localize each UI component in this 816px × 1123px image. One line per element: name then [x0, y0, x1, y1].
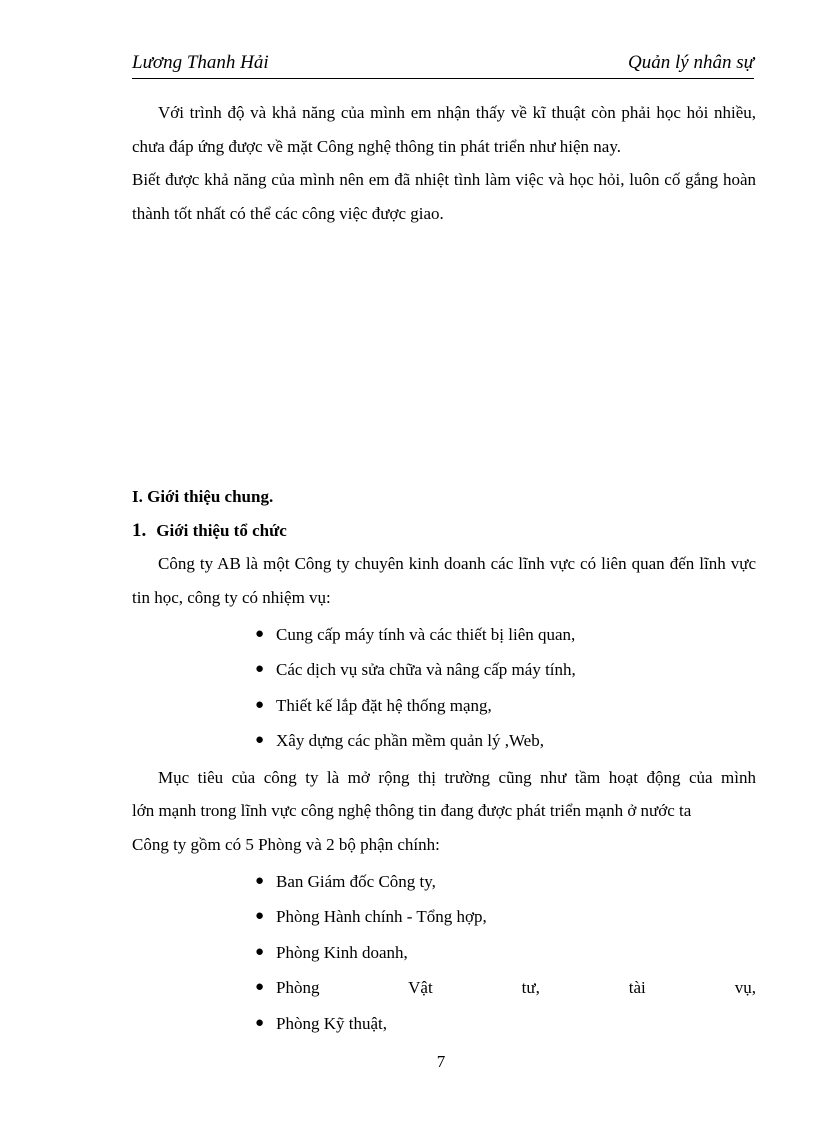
subsection-heading: [132, 514, 756, 548]
bullet-icon: ●: [255, 908, 265, 925]
list-item: [132, 688, 756, 724]
duty-text: Xây dựng các phần mềm quản lý ,Web,: [276, 731, 544, 751]
list-item: [132, 970, 756, 1006]
bullet-icon: ●: [255, 661, 265, 678]
intro-paragraph-1: Với trình độ và khả năng của mình em nhận thấy về kĩ thuật còn phải học hỏi nhiều, chưa đáp ứng được về mặt Công nghệ thông tin phát triển như hiện nay.: [132, 103, 756, 156]
header-author: Lương Thanh Hải: [132, 52, 269, 73]
goal-paragraph-line-1: Mục tiêu của công ty là mở rộng thị trường cũng như tầm hoạt động của mình: [158, 767, 756, 787]
page-content: [132, 96, 756, 1043]
intro-paragraph-2: Biết được khả năng của mình nên em đã nhiệt tình làm việc và học hỏi, luôn cố gắng hoàn thành tốt nhất có thể các công việc được giao.: [132, 170, 756, 224]
bullet-icon: ●: [255, 943, 265, 960]
department-text: Phòng Vật tư, tài vụ,: [276, 978, 756, 998]
bullet-icon: ●: [255, 732, 265, 749]
header-title: Quản lý nhân sự: [628, 52, 754, 73]
department-text: Phòng Kinh doanh,: [276, 942, 408, 962]
list-item: [132, 617, 756, 653]
department-text: Phòng Kỹ thuật,: [276, 1013, 387, 1033]
blank-space: [132, 231, 756, 480]
bullet-icon: ●: [255, 625, 265, 642]
list-item: [132, 723, 756, 759]
bullet-icon: ●: [255, 1014, 265, 1031]
list-item: [132, 652, 756, 688]
duty-text: Các dịch vụ sửa chữa và nâng cấp máy tính,: [276, 660, 576, 680]
goal-paragraph-line-2: lớn mạnh trong lĩnh vực công nghệ thông tin đang được phát triển mạnh ở nước ta: [132, 801, 692, 821]
bullet-icon: ●: [255, 872, 265, 889]
subsection-number: 1.: [132, 519, 147, 541]
list-item: [132, 1006, 756, 1042]
departments-list: [132, 864, 756, 1042]
page-header: [132, 52, 754, 79]
list-item: [132, 899, 756, 935]
list-item: [132, 864, 756, 900]
list-item: [132, 935, 756, 971]
duty-text: Thiết kế lắp đặt hệ thống mạng,: [276, 695, 492, 715]
department-text: Ban Giám đốc Công ty,: [276, 871, 436, 891]
structure-paragraph: Công ty gồm có 5 Phòng và 2 bộ phận chính:: [132, 835, 440, 855]
duties-list: [132, 617, 756, 759]
bullet-icon: ●: [255, 696, 265, 713]
company-paragraph: Công ty AB là một Công ty chuyên kinh doanh các lĩnh vực có liên quan đến lĩnh vực tin học, công ty có nhiệm vụ:: [132, 554, 756, 607]
page-number: 7: [436, 1052, 446, 1071]
section-heading: I. Giới thiệu chung.: [132, 486, 274, 506]
bullet-icon: ●: [255, 979, 265, 996]
duty-text: Cung cấp máy tính và các thiết bị liên quan,: [276, 624, 576, 644]
subsection-title: Giới thiệu tổ chức: [156, 520, 287, 540]
department-text: Phòng Hành chính - Tổng hợp,: [276, 907, 487, 927]
